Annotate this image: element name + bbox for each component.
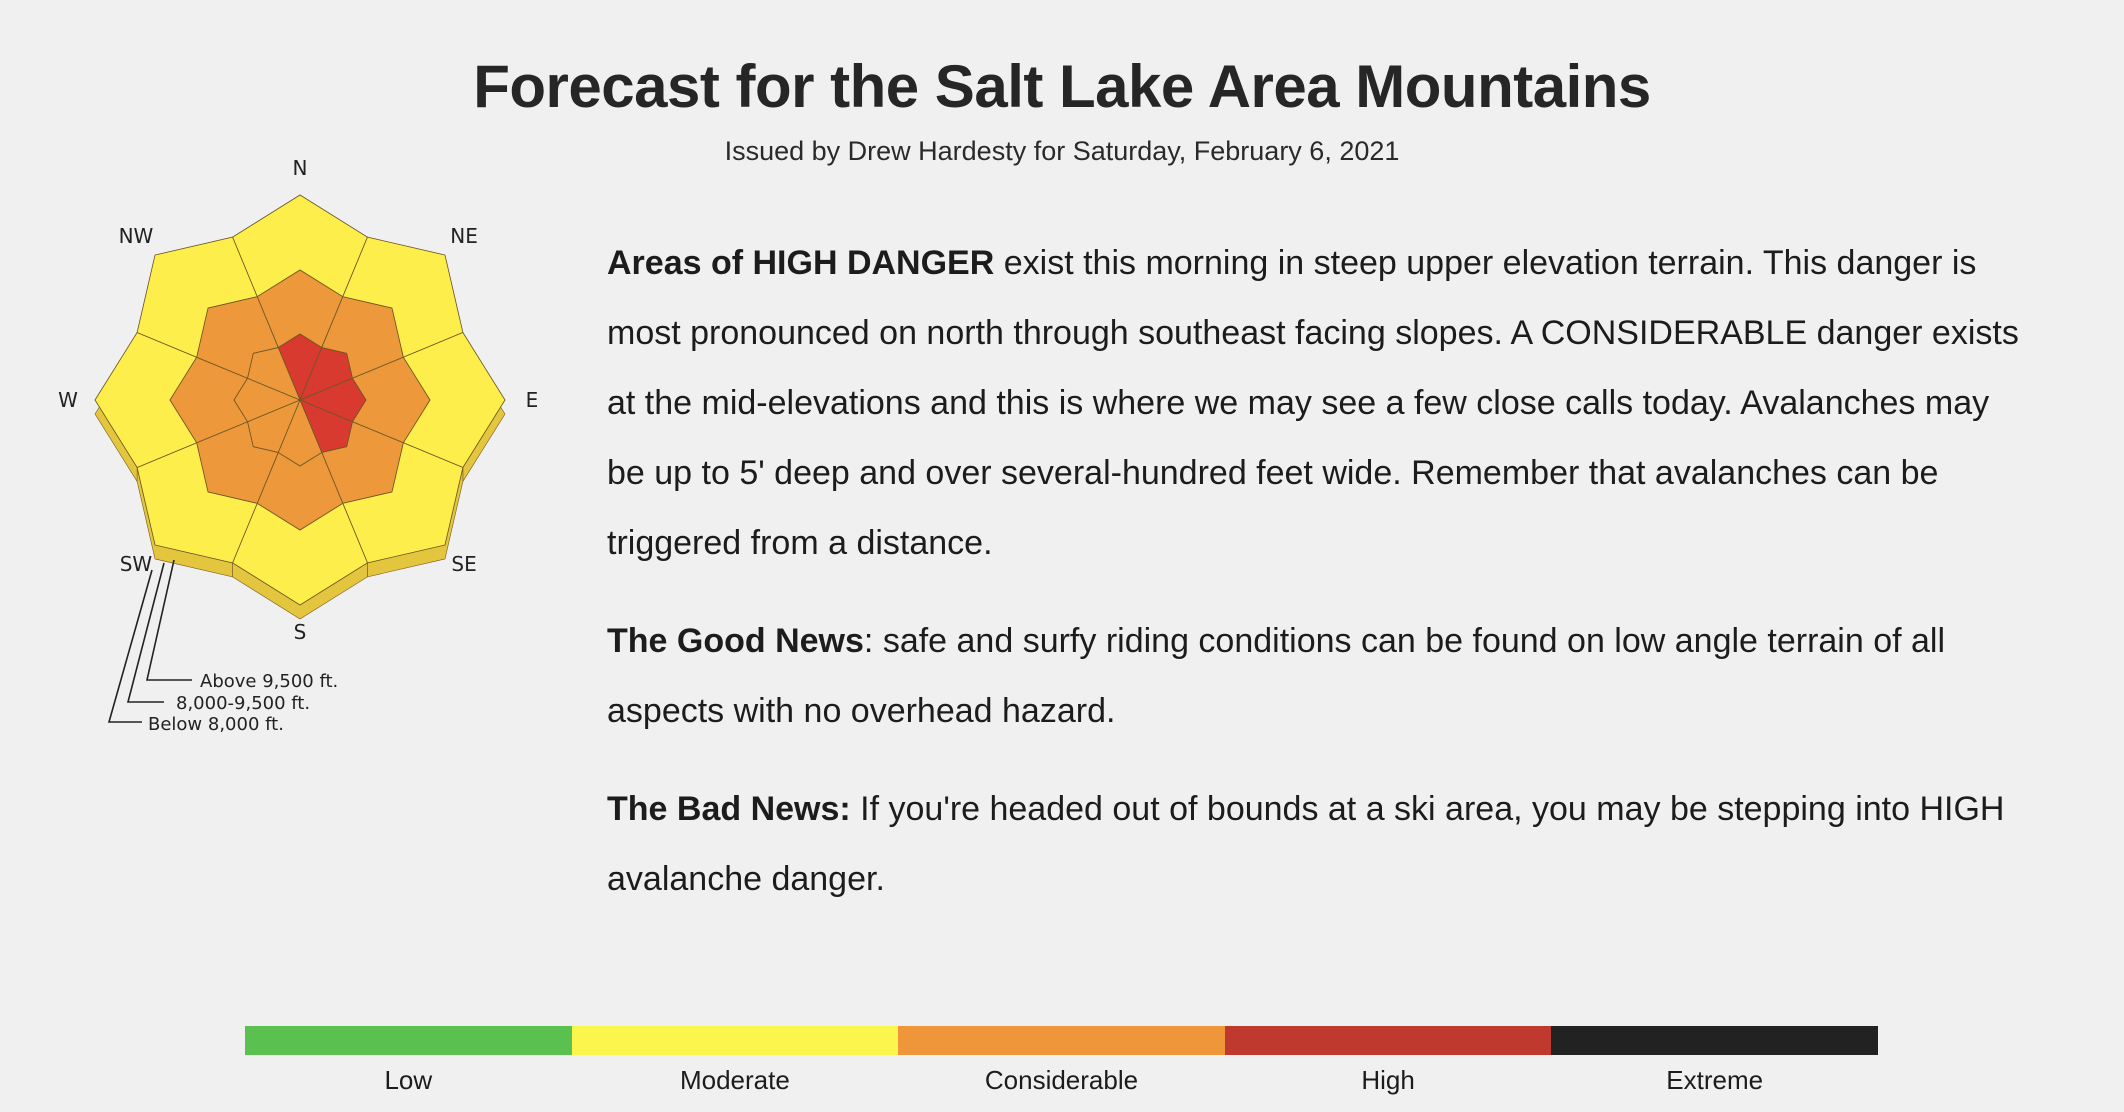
rose-label-ne: NE xyxy=(450,223,478,248)
danger-scale xyxy=(245,1026,1878,1096)
legend-below-8000: Below 8,000 ft. xyxy=(148,714,284,735)
scale-considerable xyxy=(898,1026,1225,1096)
good-news-lead: The Good News xyxy=(607,622,864,660)
rose-label-se: SE xyxy=(451,552,477,577)
rose-label-nw: NW xyxy=(118,223,154,248)
summary-paragraph-1 xyxy=(607,228,2027,578)
rose-label-w: W xyxy=(58,388,78,412)
scale-high xyxy=(1225,1026,1552,1096)
scale-extreme xyxy=(1551,1026,1878,1096)
good-news-paragraph xyxy=(607,606,2027,746)
legend-8000-9500: 8,000-9,500 ft. xyxy=(176,693,311,714)
good-news-text: : safe and surfy riding conditions can be found on low angle terrain of all aspects with no overhead hazard. xyxy=(607,622,1946,730)
page-title: Forecast for the Salt Lake Area Mountains xyxy=(473,53,1651,120)
scale-moderate-bar xyxy=(572,1026,899,1055)
scale-high-label: High xyxy=(1361,1065,1415,1095)
rose-label-s: S xyxy=(293,620,307,644)
scale-considerable-bar xyxy=(898,1026,1225,1055)
legend-above-9500: Above 9,500 ft. xyxy=(200,671,339,692)
rose-label-n: N xyxy=(292,156,308,180)
scale-considerable-label: Considerable xyxy=(984,1065,1139,1095)
scale-high-bar xyxy=(1225,1026,1552,1055)
high-danger-lead: Areas of HIGH DANGER xyxy=(607,244,995,282)
danger-rose xyxy=(52,156,552,750)
bad-news-text: If you're headed out of bounds at a ski area, you may be stepping into HIGH avalanche danger. xyxy=(607,790,2005,898)
scale-moderate-label: Moderate xyxy=(679,1065,790,1095)
rose-sector-layer xyxy=(95,195,505,605)
scale-moderate xyxy=(572,1026,899,1096)
scale-low-bar xyxy=(245,1026,572,1055)
summary-text-1: exist this morning in steep upper elevation terrain. This danger is most pronounced on north through southeast facing slopes. A CONSIDERABLE danger exists at the mid-elevations and this is where we may see a few close calls today. Avalanches may be up to 5' deep and over several-hundred feet wide. Remember that avalanches can be triggered from a distance. xyxy=(607,244,2019,562)
page-subtitle: Issued by Drew Hardesty for Saturday, February 6, 2021 xyxy=(724,136,1400,166)
bad-news-lead: The Bad News: xyxy=(607,790,851,828)
scale-extreme-label: Extreme xyxy=(1666,1065,1764,1095)
rose-label-sw: SW xyxy=(119,552,153,577)
bad-news-paragraph xyxy=(607,774,2027,914)
rose-label-e: E xyxy=(525,388,539,412)
scale-low xyxy=(245,1026,572,1096)
scale-low-label: Low xyxy=(384,1065,433,1095)
forecast-summary xyxy=(607,228,2027,942)
scale-extreme-bar xyxy=(1551,1026,1878,1055)
